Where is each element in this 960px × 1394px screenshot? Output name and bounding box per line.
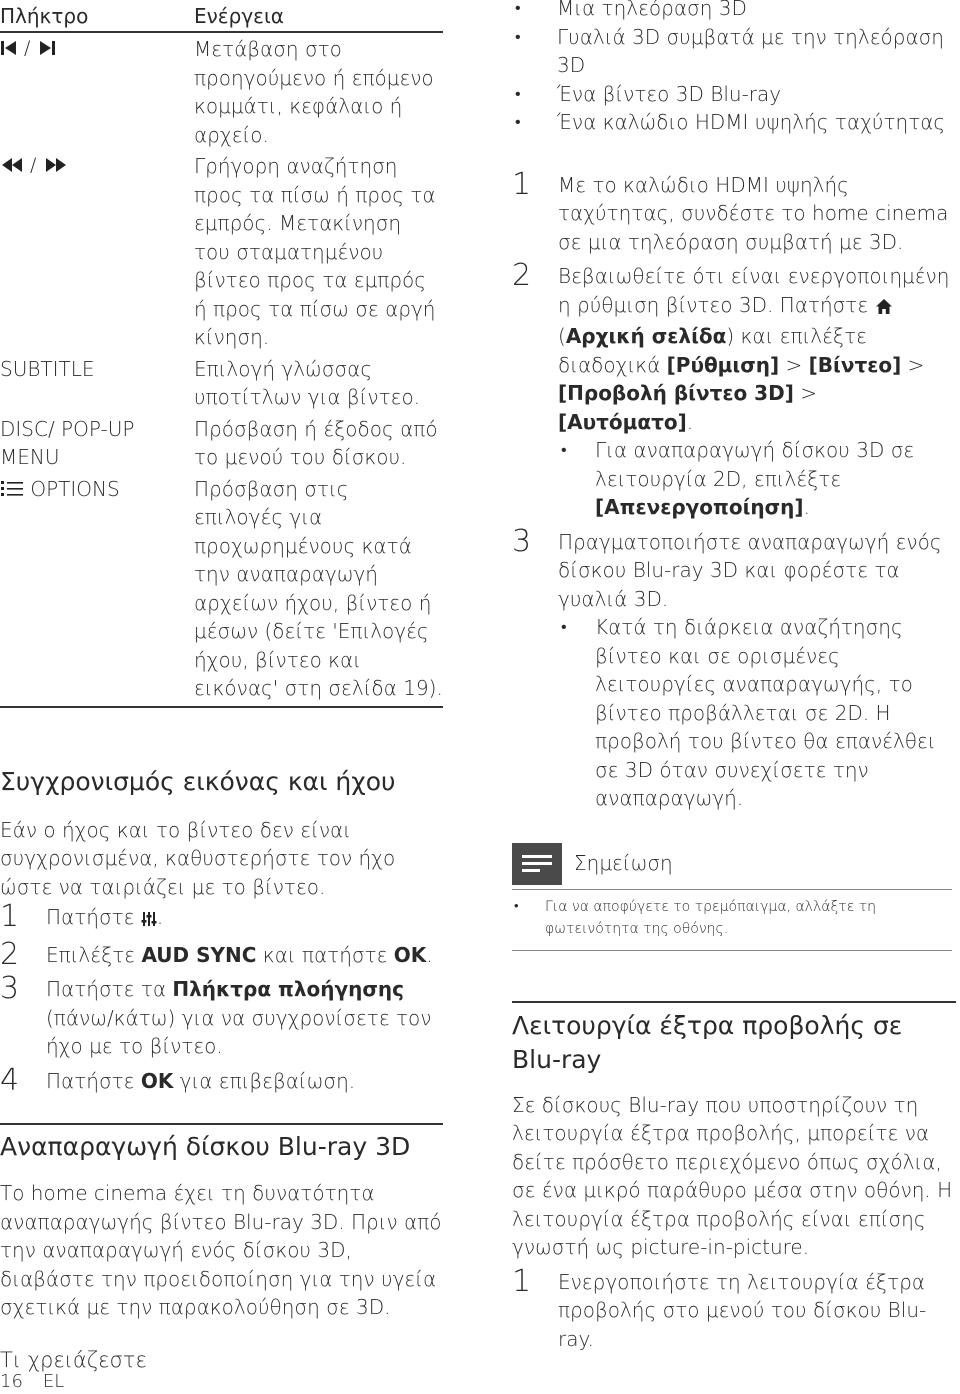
- sound-settings-icon: [141, 906, 157, 935]
- needs-list: [512, 0, 958, 137]
- list-item: 3 Πατήστε τα Πλήκτρα πλοήγησης (πάνω/κάτω) για να συγχρονίσετε τον ήχο με το βίντεο.: [0, 971, 432, 1058]
- list-item: • Ένα βίντεο 3D Blu-ray: [512, 80, 958, 109]
- bluray3d-steps: [512, 166, 958, 813]
- table-cell-action: Πρόσβαση ή έξοδος από το μενού του δίσκου.: [194, 416, 438, 469]
- bonus-intro: Σε δίσκους Blu-ray που υποστηρίζουν τη λειτουργία έξτρα προβολής, μπορείτε να δείτε πρόσθετο περιεχόμενο όπως σχόλια, σε ένα μικρό παράθυρο μέσα στην οθόνη. Η λειτουργία έξτρα προβολής είναι επίσης γνωστή ως picture-in-picture.: [512, 1092, 953, 1259]
- table-cell-action: Επιλογή γλώσσας υποτίτλων για βίντεο.: [194, 356, 421, 409]
- list-item: 3 Πραγματοποιήστε αναπαραγωγή ενός δίσκου Blu-ray 3D και φορέστε τα γυαλιά 3D. • Κατά τη διάρκεια αναζήτησης βίντεο και σε ορισμένες λειτουργίες αναπαραγωγής, το βίντεο προβάλλεται σε 2D. Η προβολή του βίντεο θα επανέλθει σε 3D όταν συνεχίσετε την αναπαραγωγή.: [512, 528, 958, 813]
- table-row: [0, 353, 443, 413]
- sync-section-title: Συγχρονισμός εικόνας και ήχου: [0, 766, 396, 796]
- table-cell-key: SUBTITLE: [0, 356, 95, 381]
- table-cell-action: Πρόσβαση στις επιλογές για προχωρημένους κατά την αναπαραγωγή αρχείων ήχου, βίντεο ή μέσων (δείτε 'Επιλογές ήχου, βίντεο και εικόνας' στη σελίδα 19).: [194, 473, 443, 707]
- table-cell-action: Γρήγορη αναζήτηση προς τα πίσω ή προς τα εμπρός. Μετακίνηση του σταματημένου βίντεο προς τα εμπρός ή προς τα πίσω σε αργή κίνηση.: [194, 154, 436, 349]
- left-column: [0, 0, 443, 1374]
- sync-steps: [0, 899, 443, 1098]
- sync-intro: Εάν ο ήχος και το βίντεο δεν είναι συγχρονισμένα, καθυστερήστε τον ήχο ώστε να ταιριάζει με το βίντεο.: [0, 817, 396, 899]
- list-item: • Για αναπαραγωγή δίσκου 3D σε λειτουργία 2D, επιλέξτε [Απενεργοποίηση].: [558, 436, 958, 522]
- list-item: • Κατά τη διάρκεια αναζήτησης βίντεο και σε ορισμένες λειτουργίες αναπαραγωγής, το βίντεο προβάλλεται σε 2D. Η προβολή του βίντεο θα επανέλθει σε 3D όταν συνεχίσετε την αναπαραγωγή.: [558, 613, 958, 813]
- svg-text:/: /: [24, 39, 31, 58]
- table-cell-key: OPTIONS: [30, 476, 120, 501]
- bluray3d-section: [0, 1123, 443, 1374]
- list-item: 4 Πατήστε OK για επιβεβαίωση.: [0, 1062, 356, 1098]
- key-action-table: [0, 3, 443, 708]
- page-number: 16: [0, 1371, 23, 1392]
- svg-text:/: /: [30, 156, 37, 175]
- list-item: • Ένα καλώδιο HDMI υψηλής ταχύτητας: [512, 108, 958, 137]
- table-row: [0, 150, 443, 353]
- note-box: [512, 843, 958, 951]
- prev-next-icon: [0, 36, 62, 65]
- table-row: [0, 473, 443, 707]
- bonus-title: Λειτουργία έξτρα προβολής σε Blu-ray: [512, 1010, 903, 1074]
- list-item: • Για να αποφύγετε το τρεμόπαιγμα, αλλάξτε τη φωτεινότητα της οθόνης.: [512, 896, 958, 940]
- table-header-row: [0, 3, 443, 32]
- language-code: EL: [42, 1371, 65, 1392]
- list-item: 2 Επιλέξτε AUD SYNC και πατήστε OK.: [0, 936, 433, 972]
- header-key: Πλήκτρο: [0, 3, 194, 32]
- list-item: 1 Με το καλώδιο HDMI υψηλής ταχύτητας, συνδέστε το home cinema σε μια τηλεόραση συμβατή με 3D.: [512, 166, 949, 254]
- table-cell-key: DISC/ POP-UP MENU: [0, 416, 135, 469]
- bluray3d-title: Αναπαραγωγή δίσκου Blu-ray 3D: [0, 1132, 411, 1161]
- table-row: [0, 32, 443, 150]
- table-row: [0, 413, 443, 473]
- list-item: 1 Ενεργοποιήστε τη λειτουργία έξτρα προβολής στο μενού του δίσκου Blu-ray.: [512, 1263, 927, 1351]
- options-list-icon: [0, 476, 24, 505]
- list-item: 2 Βεβαιωθείτε ότι είναι ενεργοποιημένη η ρύθμιση βίντεο 3D. Πατήστε (Αρχική σελίδα) και επιλέξτε διαδοχικά [Ρύθμιση] > [Βίντεο] > [Προβολή βίντεο 3D] > [Αυτόματο]. • Για αναπαραγωγή δίσκου 3D σε λειτουργία 2D, επιλέξτε [Απενεργοποίηση].: [512, 262, 958, 522]
- table-cell-action: Μετάβαση στο προηγούμενο ή επόμενο κομμάτι, κεφάλαιο ή αρχείο.: [194, 37, 434, 147]
- bluray3d-intro: Το home cinema έχει τη δυνατότητα αναπαραγωγής βίντεο Blu-ray 3D. Πριν από την αναπαραγωγή ενός δίσκου 3D, διαβάστε την προειδοποίηση για την υγεία σχετικά με την παρακολούθηση σε 3D.: [0, 1181, 442, 1319]
- home-icon: [875, 294, 893, 323]
- list-item: • Μια τηλεόραση 3D: [512, 0, 958, 23]
- list-item: • Γυαλιά 3D συμβατά με την τηλεόραση 3D: [512, 23, 958, 80]
- right-column: [512, 0, 958, 1353]
- needs-label: Τι χρειάζεστε: [0, 1347, 147, 1372]
- note-icon: [512, 843, 562, 885]
- bonus-section: [512, 1001, 956, 1354]
- list-item: 1 Πατήστε .: [0, 899, 164, 934]
- header-action: Ενέργεια: [194, 3, 443, 32]
- note-title: Σημείωση: [574, 851, 673, 876]
- rewind-forward-icon: [0, 153, 78, 182]
- page-footer: [0, 1370, 84, 1394]
